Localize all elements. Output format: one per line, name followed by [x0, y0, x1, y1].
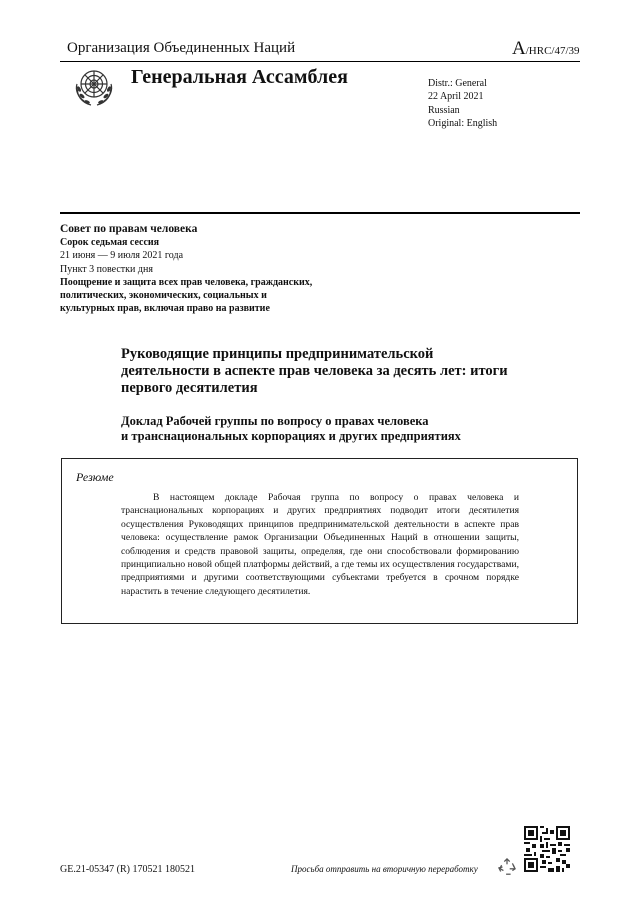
header-rule [60, 61, 580, 62]
session-name: Сорок седьмая сессия [60, 237, 160, 248]
distr-line: Distr.: General [428, 78, 487, 89]
subtitle-line-2: и транснациональных корпорациях и других предприятиях [121, 429, 461, 443]
distr-language: Russian [428, 104, 460, 116]
session-block [60, 222, 320, 316]
un-emblem-icon [72, 64, 116, 108]
symbol-letter: A [512, 38, 526, 59]
agenda-title: Поощрение и защита всех прав человека, гражданских, политических, экономических, социальных и культурных прав, включая право на развитие [60, 276, 313, 315]
council-name: Совет по правам человека [60, 223, 198, 235]
document-title: Руководящие принципы предпринимательской деятельности в аспекте прав человека за десять лет: итоги первого десятилетия [121, 346, 508, 396]
document-subtitle [121, 414, 541, 444]
section-rule [60, 212, 580, 214]
document-number: GE.21-05347 (R) 170521 180521 [60, 864, 195, 875]
organization-name: Организация Объединенных Наций [67, 40, 296, 56]
session-dates: 21 июня — 9 июля 2021 года [60, 250, 184, 262]
distribution-block [428, 77, 497, 130]
agenda-item: Пункт 3 повестки дня [60, 263, 153, 275]
recycle-note: Просьба отправить на вторичную переработку [291, 864, 478, 874]
summary-text: В настоящем докладе Рабочая группа по вопросу о правах человека и транснациональных корпорациях и других предприятиях подводит итоги десятилетия осуществления Руководящих принципов предпринимательской деятельности в аспекте прав человека: осуществление рамок Организации Объединенных Наций в отношении защиты, соблюдения и средств правовой защиты, определяя, где они способствовали формированию принципиально новой общей платформы действий, а где темы их осуществления государствами, предприятиями и другими соответствующими субъектами требуется в срочном порядке нарастить в течение следующего десятилетия. [121, 492, 519, 597]
symbol-rest: /HRC/47/39 [525, 45, 580, 57]
qr-code-icon [524, 826, 570, 872]
document-symbol [512, 38, 580, 60]
distr-original: Original: English [428, 117, 498, 129]
subtitle-line-1: Доклад Рабочей группы по вопросу о правах человека [121, 414, 429, 428]
summary-heading: Резюме [76, 470, 114, 484]
body-name: Генеральная Ассамблея [131, 66, 348, 88]
distr-date: 22 April 2021 [428, 91, 484, 103]
recycle-icon [498, 858, 516, 876]
